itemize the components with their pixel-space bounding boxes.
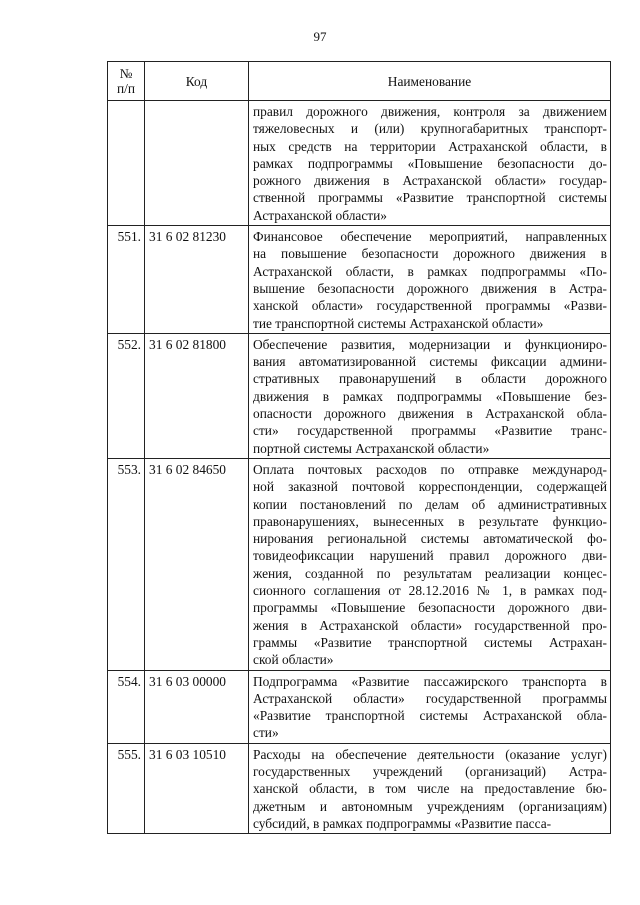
row-name-line: жения в Астраханской области» государственной про- [253, 617, 607, 633]
row-name-line: на повышение безопасности дорожного движения в [253, 246, 607, 262]
row-name-line: Подпрограмма «Развитие пассажирского транспорта в [253, 673, 607, 689]
budget-code-table [107, 61, 611, 834]
row-name-line: ханской области» государственной программы «Разви- [253, 298, 607, 314]
row-name [249, 226, 611, 334]
header-name: Наименование [249, 62, 611, 101]
row-code: 31 6 03 10510 [145, 743, 249, 833]
row-name-line: Оплата почтовых расходов по отправке международ- [253, 461, 607, 477]
row-number: 553. [108, 458, 145, 670]
row-name-line: товидеофиксации нарушений правил дорожного дви- [253, 548, 607, 564]
row-number: 551. [108, 226, 145, 334]
row-name-line: сти» государственной программы «Развитие транс- [253, 423, 607, 439]
row-name-line: движения в рамках подпрограммы «Повышение без- [253, 388, 607, 404]
table-row [108, 333, 611, 458]
row-name-line: рамках подпрограммы «Повышение безопасности до- [253, 155, 607, 171]
row-name [249, 333, 611, 458]
header-number: № п/п [108, 62, 145, 101]
row-code: 31 6 02 84650 [145, 458, 249, 670]
row-name [249, 458, 611, 670]
row-name-line: ханской области, в том числе на предоставление бю- [253, 781, 607, 797]
row-name-line: ской области» [253, 652, 334, 668]
table-row [108, 101, 611, 226]
row-name [249, 101, 611, 226]
row-name-line: Астраханской области» [253, 207, 387, 223]
row-name-line: вышение безопасности дорожного движения в Астра- [253, 280, 607, 296]
page-number: 97 [313, 29, 327, 44]
row-code: 31 6 03 00000 [145, 670, 249, 743]
row-name-line: Финансовое обеспечение мероприятий, направленных [253, 229, 607, 245]
row-name-line: Обеспечение развития, модернизации и функциониро- [253, 336, 607, 352]
row-name-line: «Развитие транспортной системы Астраханской обла- [253, 708, 607, 724]
table-body [108, 101, 611, 834]
row-name [249, 743, 611, 833]
table-row [108, 743, 611, 833]
row-name [249, 670, 611, 743]
row-number: 555. [108, 743, 145, 833]
row-name-line: тие транспортной системы Астраханской области» [253, 315, 544, 331]
row-name-line: вания автоматизированной системы фиксации админи- [253, 354, 607, 370]
table-header-row [108, 62, 611, 101]
row-code: 31 6 02 81230 [145, 226, 249, 334]
row-name-line: портной системы Астраханской области» [253, 440, 490, 456]
row-name-line: сионного соглашения от 28.12.2016 № 1, в рамках под- [253, 583, 607, 599]
row-name-line: Расходы на обеспечение деятельности (оказание услуг) [253, 746, 607, 762]
row-name-line: граммы «Развитие транспортной системы Астрахан- [253, 634, 607, 650]
table-row [108, 226, 611, 334]
row-name-line: джетным и автономным учреждениям (организациям) [253, 798, 607, 814]
row-name-line: рожного движения в Астраханской области» государ- [253, 173, 607, 189]
table-row [108, 458, 611, 670]
row-name-line: субсидий, в рамках подпрограммы «Развитие пасса- [253, 815, 552, 831]
row-name-line: Астраханской области, в рамках подпрограммы «По- [253, 263, 607, 279]
row-name-line: ственной программы «Развитие транспортной системы [253, 190, 607, 206]
row-code: 31 6 02 81800 [145, 333, 249, 458]
table-row [108, 670, 611, 743]
row-name-line: стративных правонарушений в области дорожного [253, 371, 607, 387]
row-name-line: нирования региональной системы автоматической фо- [253, 531, 607, 547]
row-name-line: жения, созданной по результатам реализации концес- [253, 565, 607, 581]
row-name-line: копии постановлений по делам об административных [253, 496, 607, 512]
row-name-line: тяжеловесных и (или) крупногабаритных транспорт- [253, 121, 607, 137]
row-name-line: правил дорожного движения, контроля за движением [253, 104, 607, 119]
row-name-line: ной заказной почтовой корреспонденции, содержащей [253, 479, 607, 495]
row-name-line: сти» [253, 725, 279, 741]
row-number [108, 101, 145, 226]
row-number: 554. [108, 670, 145, 743]
row-name-line: программы «Повышение безопасности дорожного дви- [253, 600, 607, 616]
row-code [145, 101, 249, 226]
row-name-line: государственных учреждений (организаций) Астра- [253, 763, 607, 779]
row-name-line: Астраханской области» государственной программы [253, 690, 607, 706]
header-code: Код [145, 62, 249, 101]
row-name-line: опасности дорожного движения в Астраханской обла- [253, 406, 607, 422]
row-name-line: ных средств на территории Астраханской области, в [253, 138, 607, 154]
row-number: 552. [108, 333, 145, 458]
row-name-line: правонарушениях, вынесенных в результате функцио- [253, 513, 607, 529]
